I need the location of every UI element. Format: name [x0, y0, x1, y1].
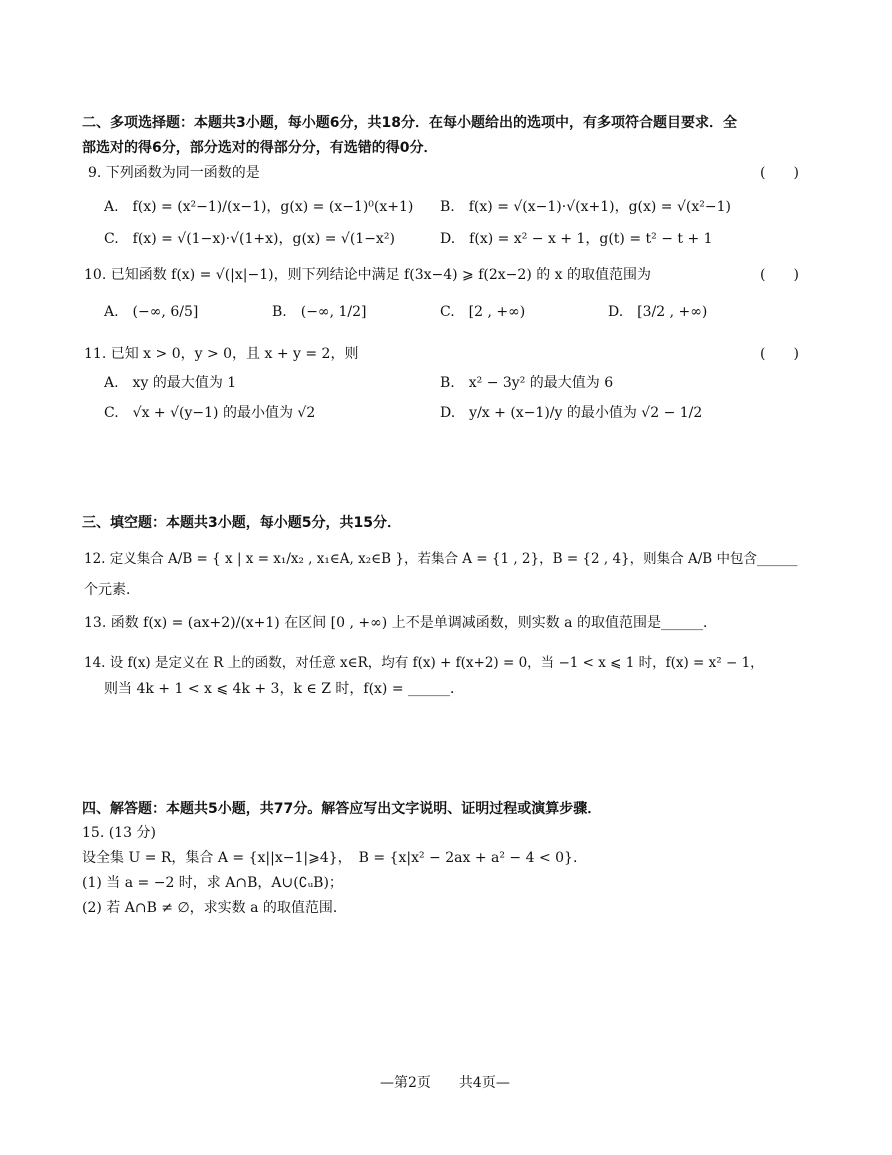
q14-line1: 14. 设 f(x) 是定义在 R 上的函数，对任意 x∈R，均有 f(x) + f(x+2) = 0，当 −1 < x ⩽ 1 时，f(x) = x² − 1， — [84, 655, 764, 671]
q12-line1: 12. 定义集合 A/B = { x | x = x₁/x₂ , x₁∈A, x₂∈B }，若集合 A = {1 , 2}，B = {2 , 4}，则集合 A/B 中包含______ — [84, 551, 798, 567]
q11-option-a: A. xy 的最大值为 1 — [104, 375, 237, 391]
q10-option-a: A. (−∞, 6/5] — [104, 304, 199, 320]
section-2-heading-line1: 二、多项选择题：本题共3小题，每小题6分，共18分．在每小题给出的选项中，有多项符合题目要求．全 — [82, 115, 737, 131]
q11-answer-paren: ( ) — [760, 346, 799, 362]
q9-option-a: A. f(x) = (x²−1)/(x−1)，g(x) = (x−1)⁰(x+1) — [104, 199, 414, 215]
q10-option-b: B. (−∞, 1/2] — [272, 304, 367, 320]
q15-part2: (2) 若 A∩B ≠ ∅，求实数 a 的取值范围． — [82, 900, 347, 916]
q10-answer-paren: ( ) — [760, 267, 799, 283]
q12-line2: 个元素． — [84, 582, 140, 598]
q10-option-c: C. [2 , +∞) — [440, 304, 526, 320]
section-4-heading: 四、解答题：本题共5小题，共77分。解答应写出文字说明、证明过程或演算步骤． — [82, 801, 602, 817]
q14-line2: 则当 4k + 1 < x ⩽ 4k + 3，k ∈ Z 时，f(x) = ______． — [104, 681, 465, 697]
section-2-heading-line2: 部选对的得6分，部分选对的得部分分，有选错的得0分． — [82, 140, 438, 156]
q13-text: 13. 函数 f(x) = (ax+2)/(x+1) 在区间 [0 , +∞) 上不是单调减函数，则实数 a 的取值范围是______． — [84, 615, 717, 631]
q11-option-c: C. √x + √(y−1) 的最小值为 √2 — [104, 405, 316, 421]
q9-option-b: B. f(x) = √(x−1)·√(x+1)，g(x) = √(x²−1) — [440, 199, 731, 215]
q9-stem: 9. 下列函数为同一函数的是 — [88, 165, 260, 181]
q15-head: 15. (13 分) — [82, 825, 156, 841]
q11-option-d: D. y/x + (x−1)/y 的最小值为 √2 − 1/2 — [440, 405, 703, 421]
q9-option-c: C. f(x) = √(1−x)·√(1+x)，g(x) = √(1−x²) — [104, 231, 395, 247]
q10-stem: 10. 已知函数 f(x) = √(|x|−1)，则下列结论中满足 f(3x−4) ⩾ f(2x−2) 的 x 的取值范围为 — [84, 267, 652, 283]
q15-part1: (1) 当 a = −2 时，求 A∩B，A∪(∁ᵤB)； — [82, 875, 343, 891]
q11-option-b: B. x² − 3y² 的最大值为 6 — [440, 375, 614, 391]
section-3-heading: 三、填空题：本题共3小题，每小题5分，共15分． — [82, 515, 401, 531]
q9-answer-paren: ( ) — [760, 165, 799, 181]
q10-option-d: D. [3/2 , +∞) — [608, 304, 708, 320]
q15-line1: 设全集 U = R，集合 A = {x||x−1|⩾4}， B = {x|x² − 2ax + a² − 4 < 0}. — [82, 850, 578, 866]
q9-option-d: D. f(x) = x² − x + 1，g(t) = t² − t + 1 — [440, 231, 713, 247]
page-footer: —第2页 共4页— — [380, 1075, 510, 1091]
q11-stem: 11. 已知 x > 0，y > 0，且 x + y = 2，则 — [84, 346, 359, 362]
